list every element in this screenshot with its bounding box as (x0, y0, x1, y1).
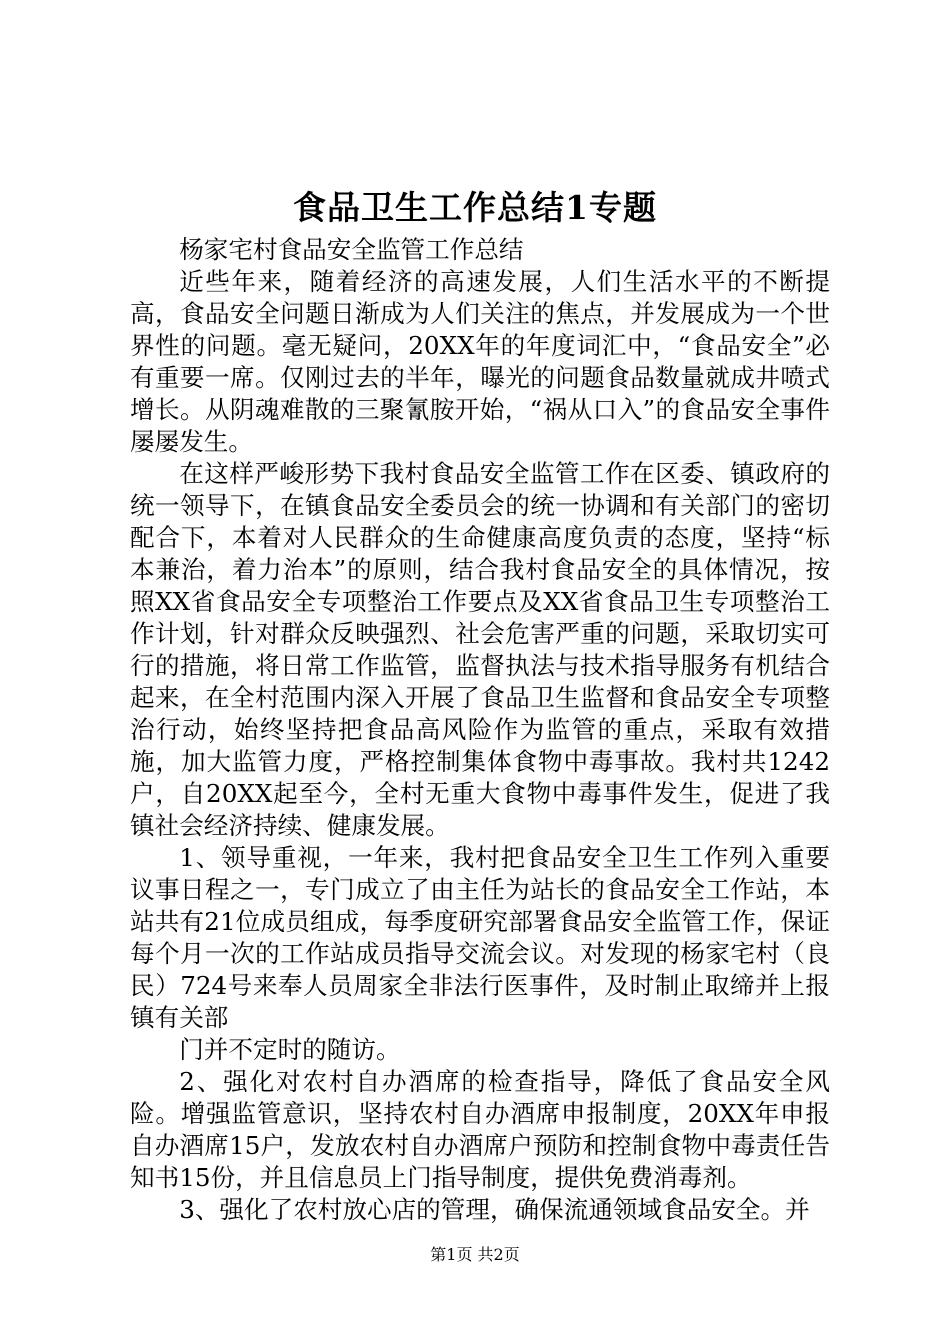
paragraph-situation: 在这样严峻形势下我村食品安全监管工作在区委、镇政府的统一领导下，在镇食品安全委员会的统一协调和有关部门的密切配合下，本着对人民群众的生命健康高度负责的态度，坚持“标本兼治，着力治本”的原则，结合我村食品安全的具体情况，按照XX省食品安全专项整治工作要点及XX省食品卫生专项整治工作计划，针对群众反映强烈、社会危害严重的问题，采取切实可行的措施，将日常工作监管，监督执法与技术指导服务有机结合起来，在全村范围内深入开展了食品卫生监督和食品安全专项整治行动，始终坚持把食品高风险作为监管的重点，采取有效措施，加大监管力度，严格控制集体食物中毒事故。我村共1242户，自20XX起至今，全村无重大食物中毒事件发生，促进了我镇社会经济持续、健康发展。 (130, 459, 830, 840)
paragraph-item-1-continued: 门并不定时的随访。 (179, 1035, 401, 1064)
paragraph-item-2: 2、强化对农村自办酒席的检查指导，降低了食品安全风险。增强监管意识，坚持农村自办酒席申报制度，20XX年申报自办酒席15户，发放农村自办酒席户预防和控制食物中毒责任告知书15份，并且信息员上门指导制度，提供免费消毒剂。 (130, 1067, 830, 1192)
document-subtitle: 杨家宅村食品安全监管工作总结 (179, 235, 524, 264)
paragraph-intro: 近些年来，随着经济的高速发展，人们生活水平的不断提高，食品安全问题日渐成为人们关注的焦点，并发展成为一个世界性的问题。毫无疑问，20XX年的年度词汇中，“食品安全”必有重要一席。仅刚过去的半年，曝光的问题食品数量就成井喷式增长。从阴魂难散的三聚氰胺开始，“祸从口入”的食品安全事件屡屡发生。 (130, 267, 830, 456)
document-body (130, 234, 830, 1226)
paragraph-item-1: 1、领导重视，一年来，我村把食品安全卫生工作列入重要议事日程之一，专门成立了由主任为站长的食品安全工作站，本站共有21位成员组成，每季度研究部署食品安全监管工作，保证每个月一次的工作站成员指导交流会议。对发现的杨家宅村（良民）724号来奉人员周家全非法行医事件，及时制止取缔并上报镇有关部 (130, 843, 830, 1032)
page-footer: 第1页 共2页 (430, 1245, 520, 1264)
document-title: 食品卫生工作总结1专题 (293, 188, 657, 227)
paragraph-item-3: 3、强化了农村放心店的管理，确保流通领域食品安全。并 (179, 1195, 810, 1224)
